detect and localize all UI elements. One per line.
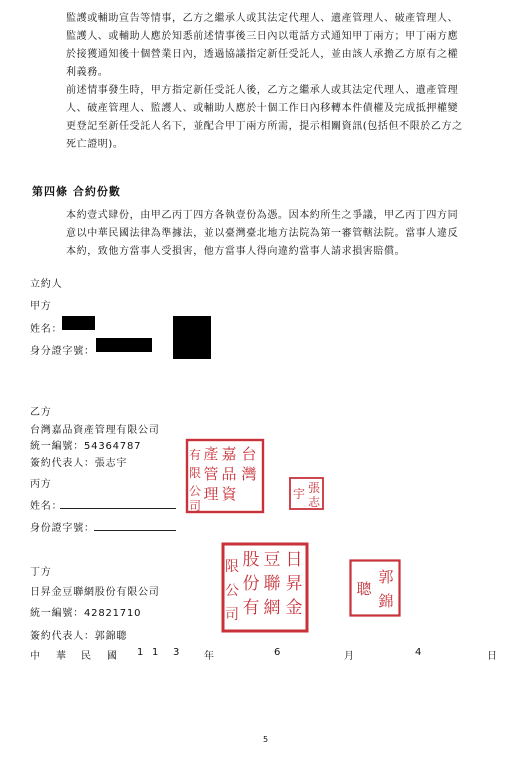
svg-text:公: 公 [225,583,239,599]
party-a-id-label: 身分證字號： [30,346,95,357]
paragraph-line: 意以中華民國法律為準據法，並以臺灣臺北地方法院為第一審管轄法院。當事人違反 [66,228,459,239]
svg-text:有: 有 [188,448,202,462]
paragraph-line: 於接獲通知後十個營業日內，透過協議指定新任受託人，並由該人承擔乙方原有之權 [66,49,459,60]
representative-seal-d [348,558,402,618]
date-year-label: 年 [204,651,214,662]
svg-text:限: 限 [188,466,202,480]
svg-text:司: 司 [188,499,202,513]
company-seal-b [184,437,266,515]
svg-text:資: 資 [221,485,237,503]
party-d-company: 日昇金豆聯網股份有限公司 [30,587,160,598]
svg-text:昇: 昇 [285,574,303,594]
party-d-representative: 簽約代表人：郭錦聰 [30,631,128,642]
article-heading: 第四條 合約份數 [32,185,121,198]
svg-text:限: 限 [225,559,239,575]
paragraph-line: 監護人、或輔助人應於知悉前述情事後三日內以電話方式通知甲丁兩方；甲丁兩方應 [66,31,459,42]
svg-text:嘉: 嘉 [221,445,237,463]
date-char: 民 [81,651,91,662]
svg-text:聰: 聰 [356,580,372,598]
date-char: 華 [56,651,66,662]
redacted-seal [173,316,211,359]
svg-text:張: 張 [307,481,321,495]
svg-text:郭: 郭 [378,568,394,586]
party-b-company: 台灣嘉品資產管理有限公司 [30,425,160,436]
party-b-label: 乙方 [30,407,52,418]
company-seal-d [220,541,310,634]
svg-text:產: 產 [203,445,219,463]
parties-title: 立約人 [30,279,63,290]
paragraph-line: 人、破產管理人、監護人、或輔助人應於十個工作日內移轉本件債權及完成抵押權變 [66,103,459,114]
paragraph-line: 更登記至新任受託人名下，並配合甲丁兩方所需，提示相關資訊(包括但不限於乙方之 [66,121,463,132]
party-a-name-label: 姓名： [30,324,63,335]
date-char: 中 [30,651,40,662]
redacted-name [62,316,95,330]
party-a-label: 甲方 [30,301,52,312]
svg-text:日: 日 [285,550,303,570]
svg-text:管: 管 [203,465,219,483]
date-digit: 3 [173,647,180,658]
date-day-value: 4 [415,647,422,658]
svg-text:網: 網 [263,598,281,618]
date-digit: 1 [152,647,159,658]
obligation-paragraph [66,10,496,154]
date-digit: 1 [137,647,144,658]
article-paragraph [66,207,496,261]
paragraph-line: 前述情事發生時，甲方指定新任受託人後，乙方之繼承人或其法定代理人、遺產管理 [66,85,459,96]
page-number: 5 [262,735,269,744]
paragraph-line: 死亡證明)。 [66,139,124,150]
svg-text:金: 金 [285,598,303,618]
date-month-label: 月 [344,651,354,662]
party-d-tax-id: 統一編號：42821710 [30,608,142,619]
paragraph-line: 本約壹式肆份，由甲乙丙丁四方各執壹份為憑。因本約所生之爭議，甲乙丙丁四方同 [66,210,459,221]
party-c-name-line [60,508,176,509]
redacted-id [96,338,152,352]
date-day-label: 日 [487,651,497,662]
date-char: 國 [107,651,117,662]
svg-text:豆: 豆 [263,550,281,570]
svg-text:灣: 灣 [241,465,257,483]
paragraph-line: 監護或輔助宣告等情事，乙方之繼承人或其法定代理人、遺產管理人、破產管理人、 [66,13,459,24]
svg-text:公: 公 [188,484,202,498]
svg-text:台: 台 [241,445,257,463]
svg-text:份: 份 [242,574,260,594]
paragraph-line: 本約，致他方當事人受損害，他方當事人得向違約當事人請求損害賠償。 [66,246,406,257]
svg-text:股: 股 [242,550,260,570]
svg-text:品: 品 [221,465,237,483]
svg-text:宇: 宇 [292,487,306,501]
svg-text:聯: 聯 [263,574,281,594]
party-c-id-line [94,530,176,531]
party-c-name-label: 姓名： [30,501,63,512]
party-b-representative: 簽約代表人：張志宇 [30,458,128,469]
svg-text:司: 司 [225,607,239,623]
svg-text:理: 理 [203,485,219,503]
svg-text:志: 志 [307,495,321,509]
party-b-tax-id: 統一編號：54364787 [30,441,142,452]
party-c-id-label: 身份證字號： [30,523,95,534]
party-d-label: 丁方 [30,567,52,578]
svg-text:錦: 錦 [378,592,394,610]
paragraph-line: 利義務。 [66,67,109,78]
representative-seal-b [288,476,325,511]
party-c-label: 丙方 [30,479,52,490]
date-month-value: 6 [274,647,281,658]
svg-text:有: 有 [242,598,260,618]
